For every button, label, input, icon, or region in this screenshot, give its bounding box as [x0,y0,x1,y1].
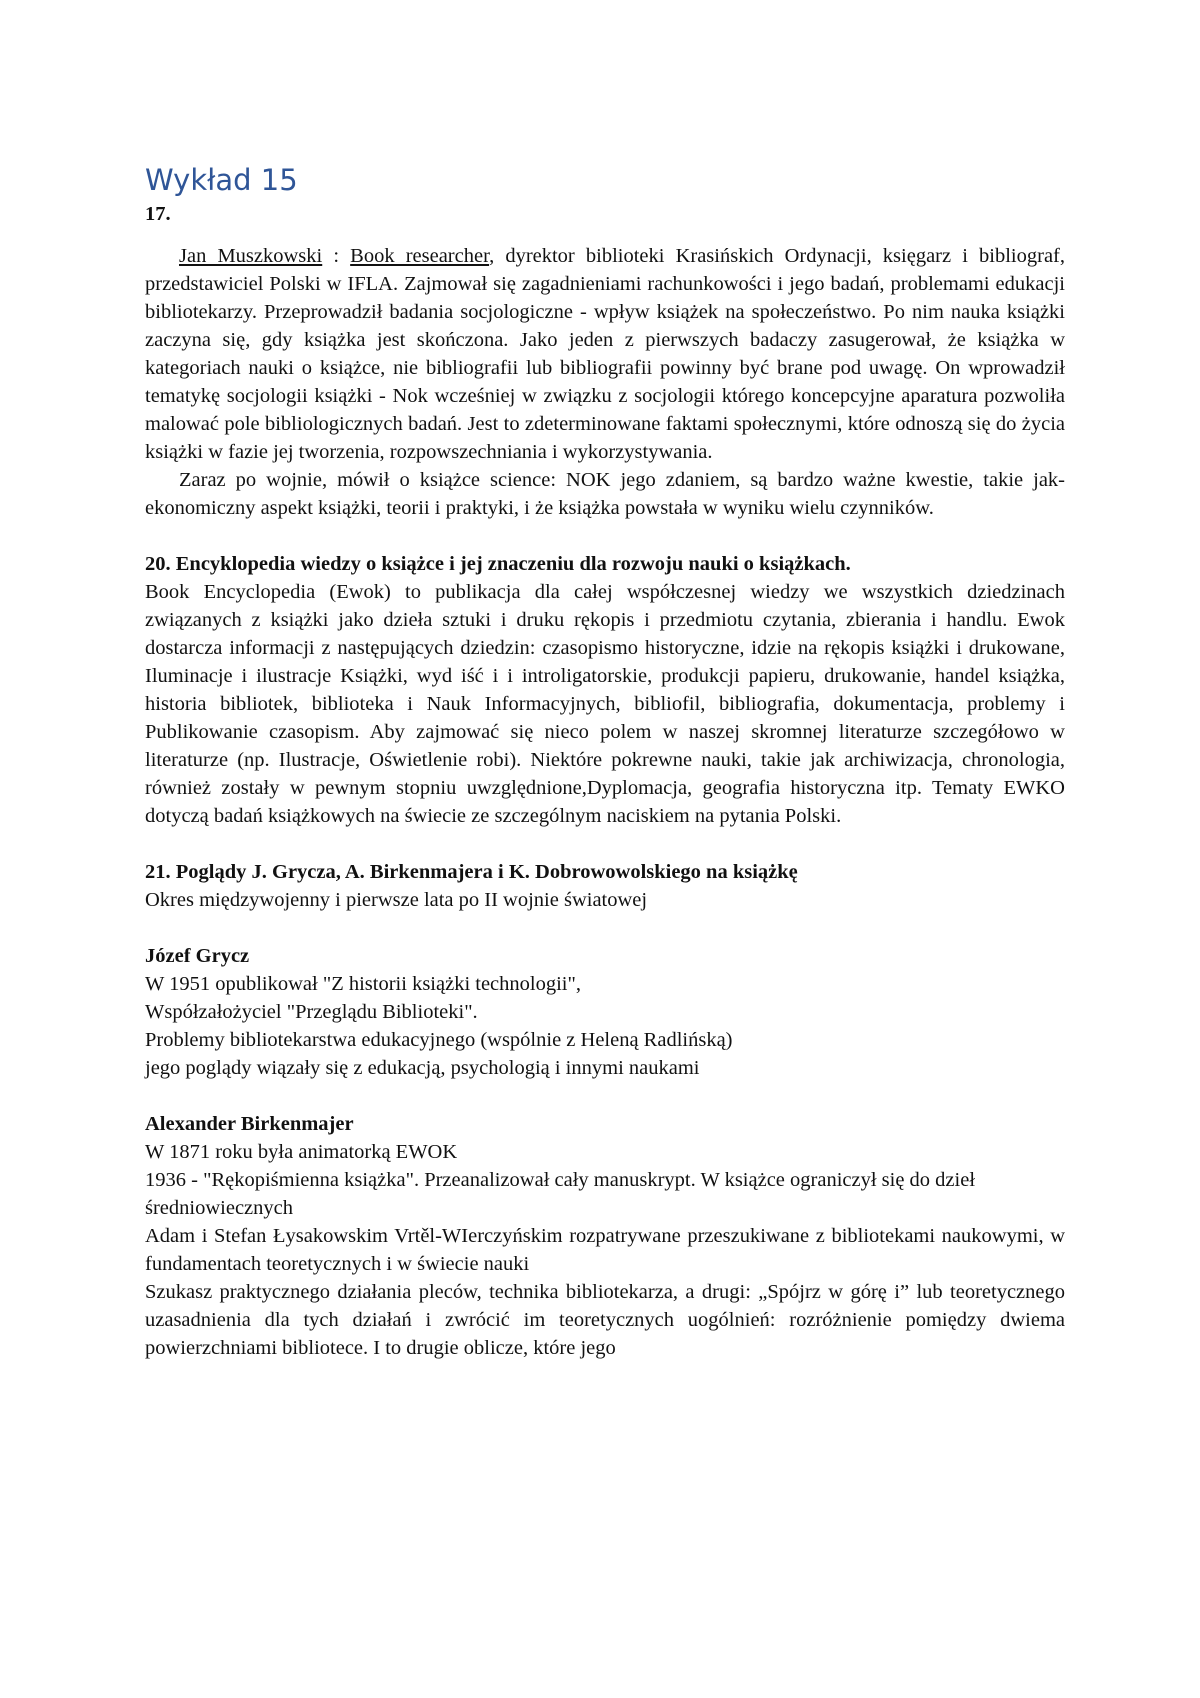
birkenmajer-line: Szukasz praktycznego działania pleców, technika bibliotekarza, a drugi: „Spójrz w górę i” lub teoretycznego uzasadnienia dla tych działań i zwrócić im teoretycznych uogólnień: rozróżnienie pomiędzy dwiema powierzchniami bibliotece. I to drugie oblicze, które jego [145,1281,1065,1359]
section-21 [145,858,1065,914]
document-title: Wykład 15 [145,163,298,197]
paragraph-after-war: Zaraz po wojnie, mówił o książce science: NOK jego zdaniem, są bardzo ważne kwestie, takie jak- ekonomiczny aspekt książki, teorii i praktyki, i że książka powstała w wyniku wielu czynników. [145,469,1065,519]
section-20-body: Book Encyclopedia (Ewok) to publikacja dla całej współczesnej wiedzy we wszystkich dziedzinach związanych z książki jako dzieła sztuki i druku rękopis i przedmiotu czytania, zbierania i handlu. Ewok dostarcza informacji z następujących dziedzin: czasopismo historyczne, idzie na rękopis książki i drukowane, Iluminacje i ilustracje Książki, wyd iść i i introligatorskie, produkcji papieru, drukowanie, handel książka, historia bibliotek, biblioteka i Nauk Informacyjnych, bibliofil, bibliografia, dokumentacja, problemy i Publikowanie czasopism. Aby zajmować się nieco polem w naszej skromnej literaturze szczegółowo w literaturze (np. Ilustracje, Oświetlenie robi). Niektóre pokrewne nauki, takie jak archiwizacja, chronologia, również zostały w pewnym stopniu uwzględnione,Dyplomacja, geografia historyczna itp. Tematy EWKO dotyczą badań książkowych na świecie ze szczególnym naciskiem na pytania Polski. [145,581,1065,827]
birkenmajer-name: Alexander Birkenmajer [145,1113,354,1135]
grycz-line: jego poglądy wiązały się z edukacją, psychologią i innymi naukami [145,1057,700,1079]
grycz-line: W 1951 opublikował "Z historii książki technologii", [145,973,581,995]
paragraph-muszkowski [145,242,1065,466]
grycz-line: Współzałożyciel "Przeglądu Biblioteki". [145,1001,478,1023]
person-name: Jan Muszkowski [179,245,323,267]
section-number: 17. [145,203,171,225]
person-role: Book researcher [350,245,490,267]
birkenmajer-line: W 1871 roku była animatorką EWOK [145,1141,458,1163]
document-page [145,160,1065,1362]
section-20 [145,550,1065,830]
section-21-heading: 21. Poglądy J. Grycza, A. Birkenmajera i K. Dobrowowolskiego na książkę [145,861,798,883]
grycz-line: Problemy bibliotekarstwa edukacyjnego (wspólnie z Heleną Radlińską) [145,1029,733,1051]
paragraph-text: , dyrektor biblioteki Krasińskich Ordynacji, księgarz i bibliograf, przedstawiciel Polski w IFLA. Zajmował się zagadnieniami rachunkowości i jego badań, problemami edukacji bibliotekarzy. Przeprowadził badania socjologiczne - wpływ książek na społeczeństwo. Po nim nauka książki zaczyna się, gdy książka jest skończona. Jako jeden z pierwszych badaczy zasugerował, że książka w kategoriach nauki o książce, nie bibliografii lub bibliografii powinny być brane pod uwagę. On wprowadził tematykę socjologii książki - Nok wcześniej w związku z socjologii którego koncepcyjne aparatura pozwoliła malować pole bibliologicznych badań. Jest to zdeterminowane faktami społecznymi, które odnoszą się do życia książki w fazie jej tworzenia, rozpowszechniania i wykorzystywania. [145,245,1065,463]
birkenmajer-line: Adam i Stefan Łysakowskim Vrtěl-WIerczyńskim rozpatrywane przeszukiwane z bibliotekami naukowymi, w fundamentach teoretycznych i w świecie nauki [145,1225,1065,1275]
birkenmajer-block [145,1110,1065,1362]
birkenmajer-line: 1936 - "Rękopiśmienna książka". Przeanalizował cały manuskrypt. W książce ograniczył się do dzieł średniowiecznych [145,1169,976,1219]
grycz-block [145,942,1065,1082]
section-20-heading: 20. Encyklopedia wiedzy o książce i jej znaczeniu dla rozwoju nauki o książkach. [145,553,851,575]
section-21-subtitle: Okres międzywojenny i pierwsze lata po II wojnie światowej [145,889,648,911]
separator: : [322,245,351,267]
grycz-name: Józef Grycz [145,945,250,967]
